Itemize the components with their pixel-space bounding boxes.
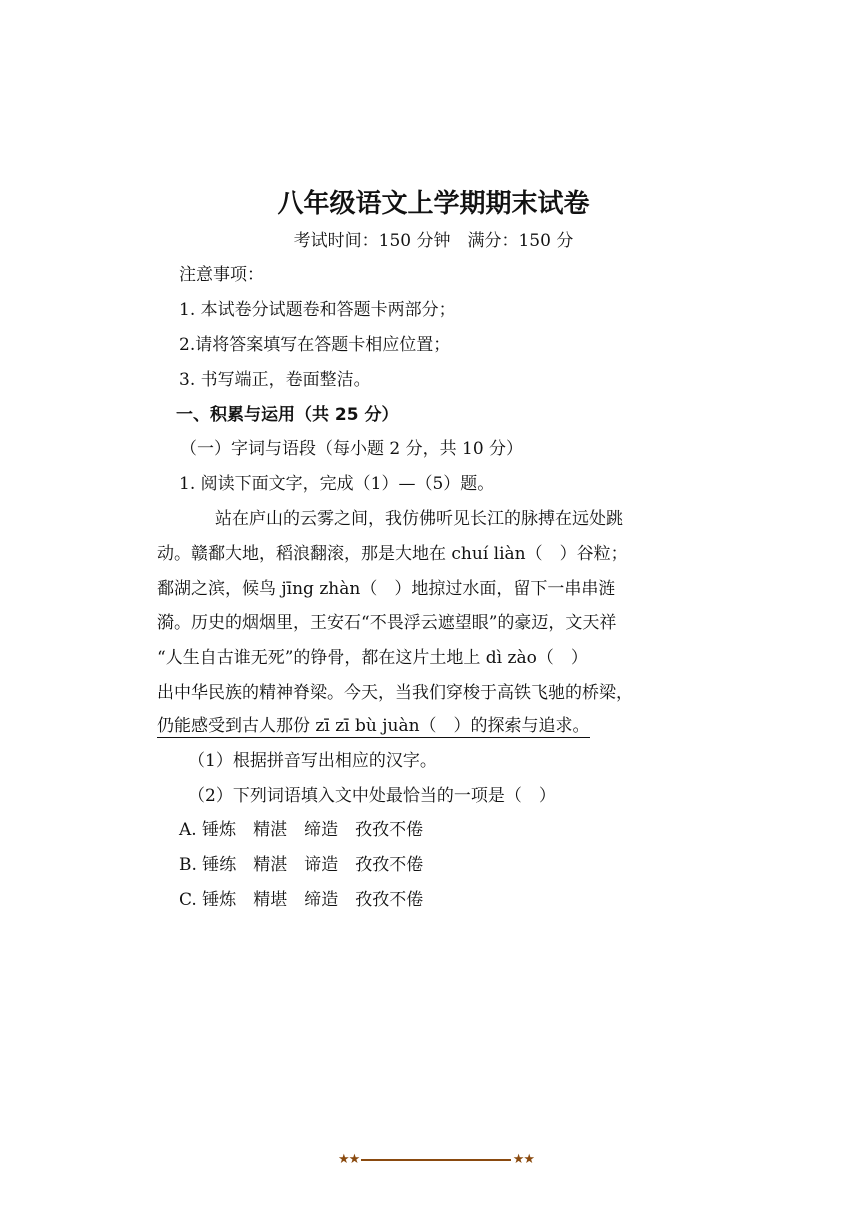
passage-line: 出中华民族的精神脊梁。今天，当我们穿梭于高铁飞驰的桥梁，	[157, 683, 633, 703]
option-a: A. 锤炼 精湛 缔造 孜孜不倦	[179, 820, 424, 840]
notice-item-2: 2.请将答案填写在答题卡相应位置；	[179, 335, 451, 355]
option-b: B. 锤练 精湛 谛造 孜孜不倦	[179, 855, 424, 875]
subsection-heading: （一）字词与语段（每小题 2 分，共 10 分）	[180, 439, 524, 459]
notice-heading: 注意事项：	[179, 265, 264, 285]
passage-line: “人生自古谁无死”的铮骨，都在这片土地上 dì zào（ ）	[157, 648, 588, 668]
sub-question-1: （1）根据拼音写出相应的汉字。	[188, 751, 437, 771]
underlined-text: 仍能感受到古人那份 zī zī bù juàn（ ）的探索与追求。	[157, 716, 590, 736]
exam-info: 考试时间：150 分钟 满分：150 分	[293, 231, 574, 251]
passage-line: 鄱湖之滨，候鸟 jīng zhàn（ ）地掠过水面，留下一串串涟	[157, 579, 616, 599]
passage-line-underlined	[157, 714, 590, 738]
passage-line: 站在庐山的云雾之间，我仿佛听见长江的脉搏在远处跳	[215, 509, 623, 529]
notice-item-1: 1. 本试卷分试题卷和答题卡两部分；	[179, 300, 456, 320]
footer-stars-left: ★★	[338, 1152, 360, 1167]
page-title: 八年级语文上学期期末试卷	[277, 189, 590, 219]
footer-rule	[361, 1159, 510, 1161]
footer-stars-right: ★★	[512, 1152, 534, 1167]
question-1-stem: 1. 阅读下面文字，完成（1）—（5）题。	[179, 474, 495, 494]
footer-ornament	[338, 1150, 534, 1170]
option-c: C. 锤炼 精堪 缔造 孜孜不倦	[179, 890, 424, 910]
section-heading: 一、积累与运用（共 25 分）	[176, 405, 399, 425]
sub-question-2: （2）下列词语填入文中处最恰当的一项是（ ）	[188, 786, 556, 806]
passage-line: 动。赣鄱大地，稻浪翻滚，那是大地在 chuí liàn（ ）谷粒；	[157, 544, 628, 564]
notice-item-3: 3. 书写端正，卷面整洁。	[179, 370, 371, 390]
passage-line: 漪。历史的烟烟里，王安石“不畏浮云遮望眼”的豪迈，文天祥	[157, 613, 617, 633]
